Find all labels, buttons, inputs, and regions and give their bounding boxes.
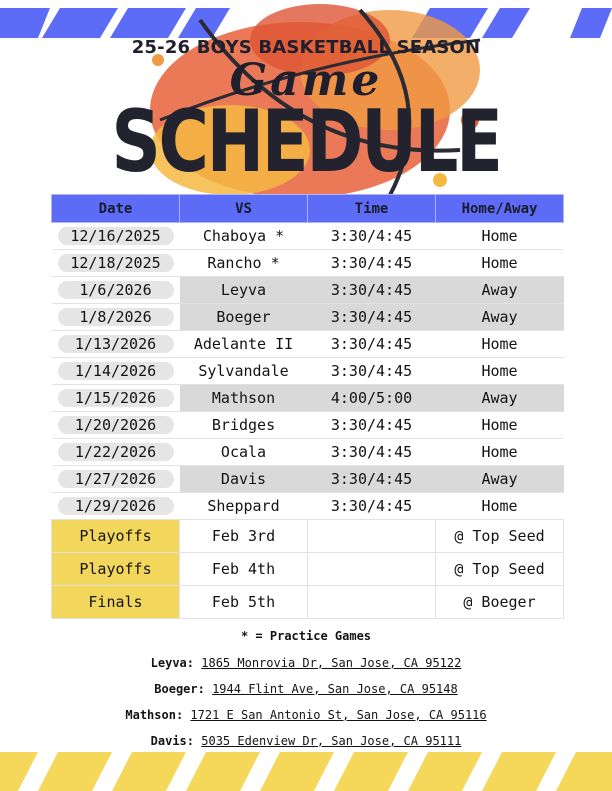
home-away: Home [436,493,564,520]
table-row [52,493,564,520]
game-time: 3:30/4:45 [308,304,436,331]
opponent: Davis [180,466,308,493]
table-row [52,331,564,358]
game-time: 3:30/4:45 [308,358,436,385]
postseason-date: Feb 3rd [180,520,308,553]
opponent: Sheppard [180,493,308,520]
address-label: Davis: [150,734,195,748]
table-row [52,412,564,439]
postseason-round: Finals [52,586,180,619]
opponent: Boeger [180,304,308,331]
address-link[interactable]: 1944 Flint Ave, San Jose, CA 95148 [212,682,458,696]
postseason-location: @ Boeger [436,586,564,619]
opponent: Adelante II [180,331,308,358]
table-header-row [52,195,564,223]
opponent: Bridges [180,412,308,439]
home-away: Away [436,466,564,493]
game-time: 3:30/4:45 [308,412,436,439]
table-row [52,277,564,304]
opponent: Sylvandale [180,358,308,385]
home-away: Away [436,385,564,412]
game-date: 1/14/2026 [58,362,174,380]
postseason-round: Playoffs [52,553,180,586]
game-date: 12/16/2025 [58,227,174,245]
home-away: Home [436,250,564,277]
game-time: 3:30/4:45 [308,250,436,277]
game-date: 1/13/2026 [58,335,174,353]
bottom-stripe-banner [0,752,612,791]
address-link[interactable]: 5035 Edenview Dr, San Jose, CA 95111 [201,734,462,748]
address-link[interactable]: 1865 Monrovia Dr, San Jose, CA 95122 [201,656,462,670]
address-line [0,656,612,670]
table-row [52,385,564,412]
opponent: Mathson [180,385,308,412]
game-time: 3:30/4:45 [308,439,436,466]
postseason-row [52,520,564,553]
game-date: 1/8/2026 [58,308,174,326]
game-date: 1/6/2026 [58,281,174,299]
home-away: Home [436,331,564,358]
postseason-time [308,520,436,553]
column-header-time: Time [308,195,436,223]
game-date: 1/29/2026 [58,497,174,515]
opponent: Ocala [180,439,308,466]
game-date: 1/22/2026 [58,443,174,461]
home-away: Home [436,223,564,250]
address-label: Boeger: [154,682,205,696]
address-link[interactable]: 1721 E San Antonio St, San Jose, CA 95116 [190,708,487,722]
game-time: 3:30/4:45 [308,493,436,520]
postseason-time [308,586,436,619]
home-away: Away [436,304,564,331]
game-time: 3:30/4:45 [308,277,436,304]
game-script-title: Game [229,55,383,106]
schedule-table [51,194,564,619]
game-date: 1/15/2026 [58,389,174,407]
column-header-vs: VS [180,195,308,223]
table-row [52,250,564,277]
postseason-date: Feb 5th [180,586,308,619]
address-label: Leyva: [150,656,195,670]
postseason-round: Playoffs [52,520,180,553]
column-header-date: Date [52,195,180,223]
address-line [0,708,612,722]
table-row [52,358,564,385]
postseason-time [308,553,436,586]
schedule-title: SCHEDULE [111,92,501,192]
practice-note: * = Practice Games [240,629,372,643]
address-label: Mathson: [125,708,184,722]
opponent: Rancho * [180,250,308,277]
postseason-row [52,553,564,586]
opponent: Leyva [180,277,308,304]
home-away: Away [436,277,564,304]
game-time: 4:00/5:00 [308,385,436,412]
home-away: Home [436,439,564,466]
home-away: Home [436,412,564,439]
table-row [52,304,564,331]
game-time: 3:30/4:45 [308,466,436,493]
table-row [52,466,564,493]
game-time: 3:30/4:45 [308,331,436,358]
postseason-location: @ Top Seed [436,553,564,586]
game-time: 3:30/4:45 [308,223,436,250]
game-date: 1/27/2026 [58,470,174,488]
column-header-home-away: Home/Away [436,195,564,223]
game-date: 12/18/2025 [58,254,174,272]
table-row [52,439,564,466]
game-date: 1/20/2026 [58,416,174,434]
opponent: Chaboya * [180,223,308,250]
postseason-date: Feb 4th [180,553,308,586]
table-row [52,223,564,250]
home-away: Home [436,358,564,385]
address-line [0,682,612,696]
season-heading: 25-26 BOYS BASKETBALL SEASON [131,37,481,58]
postseason-location: @ Top Seed [436,520,564,553]
address-line [0,734,612,748]
postseason-row [52,586,564,619]
